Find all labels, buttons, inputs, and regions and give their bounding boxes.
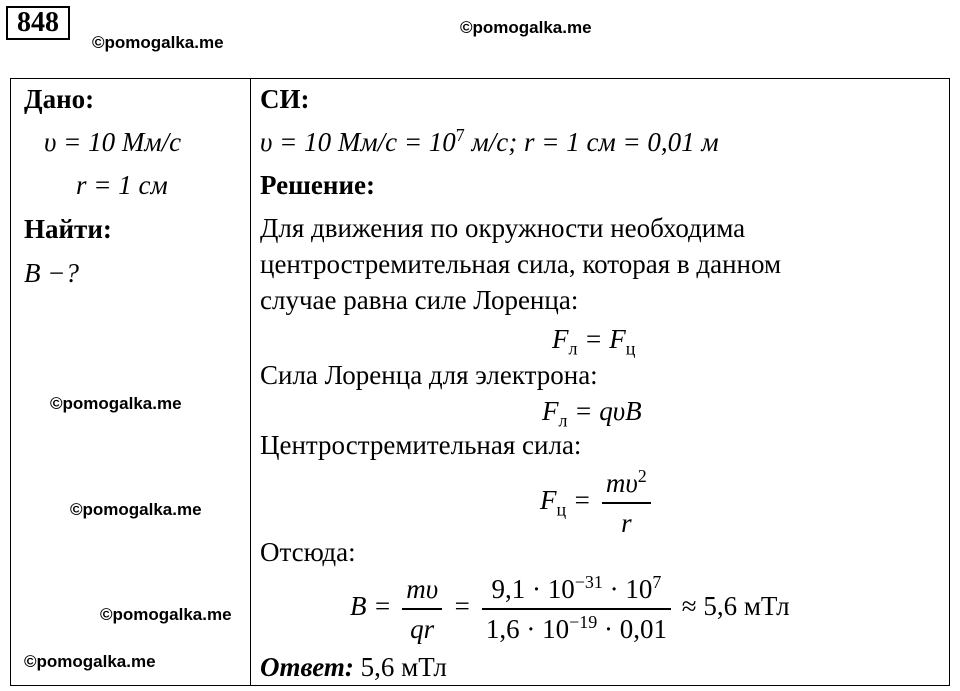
eq1-left-sub: л [568,338,578,359]
solution-paragraph-5: Центростремительная сила: [260,430,582,460]
eq3-sub: ц [556,499,567,520]
solution-paragraph-3: случае равна силе Лоренца: [260,285,579,315]
column-divider [250,78,251,686]
si-conversion-exp: 7 [455,125,465,145]
equation-centripetal-force [540,466,655,540]
given-velocity: υ = 10 Мм/с [44,127,182,157]
eq1-right-sub: ц [625,338,636,359]
eq4-left: B = [350,591,399,622]
eq1-left: F [552,324,569,354]
eq3-numerator [602,466,651,504]
equation-lorentz-force [542,394,642,431]
eq4-f1-den: qr [410,614,435,644]
eq2-right: = qυB [567,396,642,426]
eq2-sub: л [558,410,568,431]
watermark-left-3: ©pomogalka.me [100,605,232,624]
problem-number: 848 [6,6,70,40]
find-header: Найти: [24,214,112,244]
eq4-f2-den [482,610,671,646]
equation-lorentz-equals-centripetal [552,322,636,359]
answer-label: Ответ: [260,652,354,682]
si-header: СИ: [260,84,310,114]
eq4-f2-den-exp: −19 [569,612,598,632]
solution-header: Решение: [260,170,375,200]
equation-final [350,572,790,646]
eq3-denominator: r [621,508,632,538]
answer-line [260,650,447,684]
eq4-fraction-1 [402,572,442,646]
eq1-mid: = F [577,324,626,354]
watermark-left-4: ©pomogalka.me [24,652,156,671]
eq4-f2-num-a: 9,1 · 10 [491,574,575,604]
eq4-f2-num-b: · 10 [602,574,653,604]
si-conversion-a: υ = 10 Мм/с = 10 [260,127,456,157]
si-conversion-b: м/с; r = 1 см = 0,01 м [464,127,719,157]
eq4-f2-num-exp2: 7 [652,572,662,592]
eq4-f2-num [482,572,671,610]
solution-paragraph-6: Отсюда: [260,537,356,567]
eq4-f2-num-exp: −31 [574,572,603,592]
given-radius: r = 1 см [76,170,168,200]
si-conversion [260,125,719,159]
eq4-result: ≈ 5,6 мТл [675,591,790,622]
answer-value: 5,6 мТл [353,652,447,682]
eq4-f1-num: mυ [402,572,442,610]
eq4-f2-den-b: · 0,01 [597,614,668,644]
given-header: Дано: [24,84,95,114]
watermark-left-2: ©pomogalka.me [70,500,202,519]
eq4-eq: = [446,591,478,622]
watermark-top-center: ©pomogalka.me [460,18,592,37]
solution-paragraph-2: центростремительная сила, которая в данном [260,249,782,279]
watermark-left-1: ©pomogalka.me [50,394,182,413]
eq3-num: mυ [605,468,638,498]
eq4-fraction-2 [482,572,671,646]
eq3-num-exp: 2 [637,466,647,486]
eq3-fraction [602,466,651,540]
solution-paragraph-4: Сила Лоренца для электрона: [260,360,598,390]
solution-paragraph-1: Для движения по окружности необходима [260,213,746,243]
find-value: B −? [24,258,79,288]
watermark-top-left: ©pomogalka.me [92,33,224,52]
eq2-left: F [542,396,559,426]
eq3-left: F [540,485,557,516]
eq3-eq: = [566,485,598,516]
eq4-f2-den-a: 1,6 · 10 [485,614,570,644]
